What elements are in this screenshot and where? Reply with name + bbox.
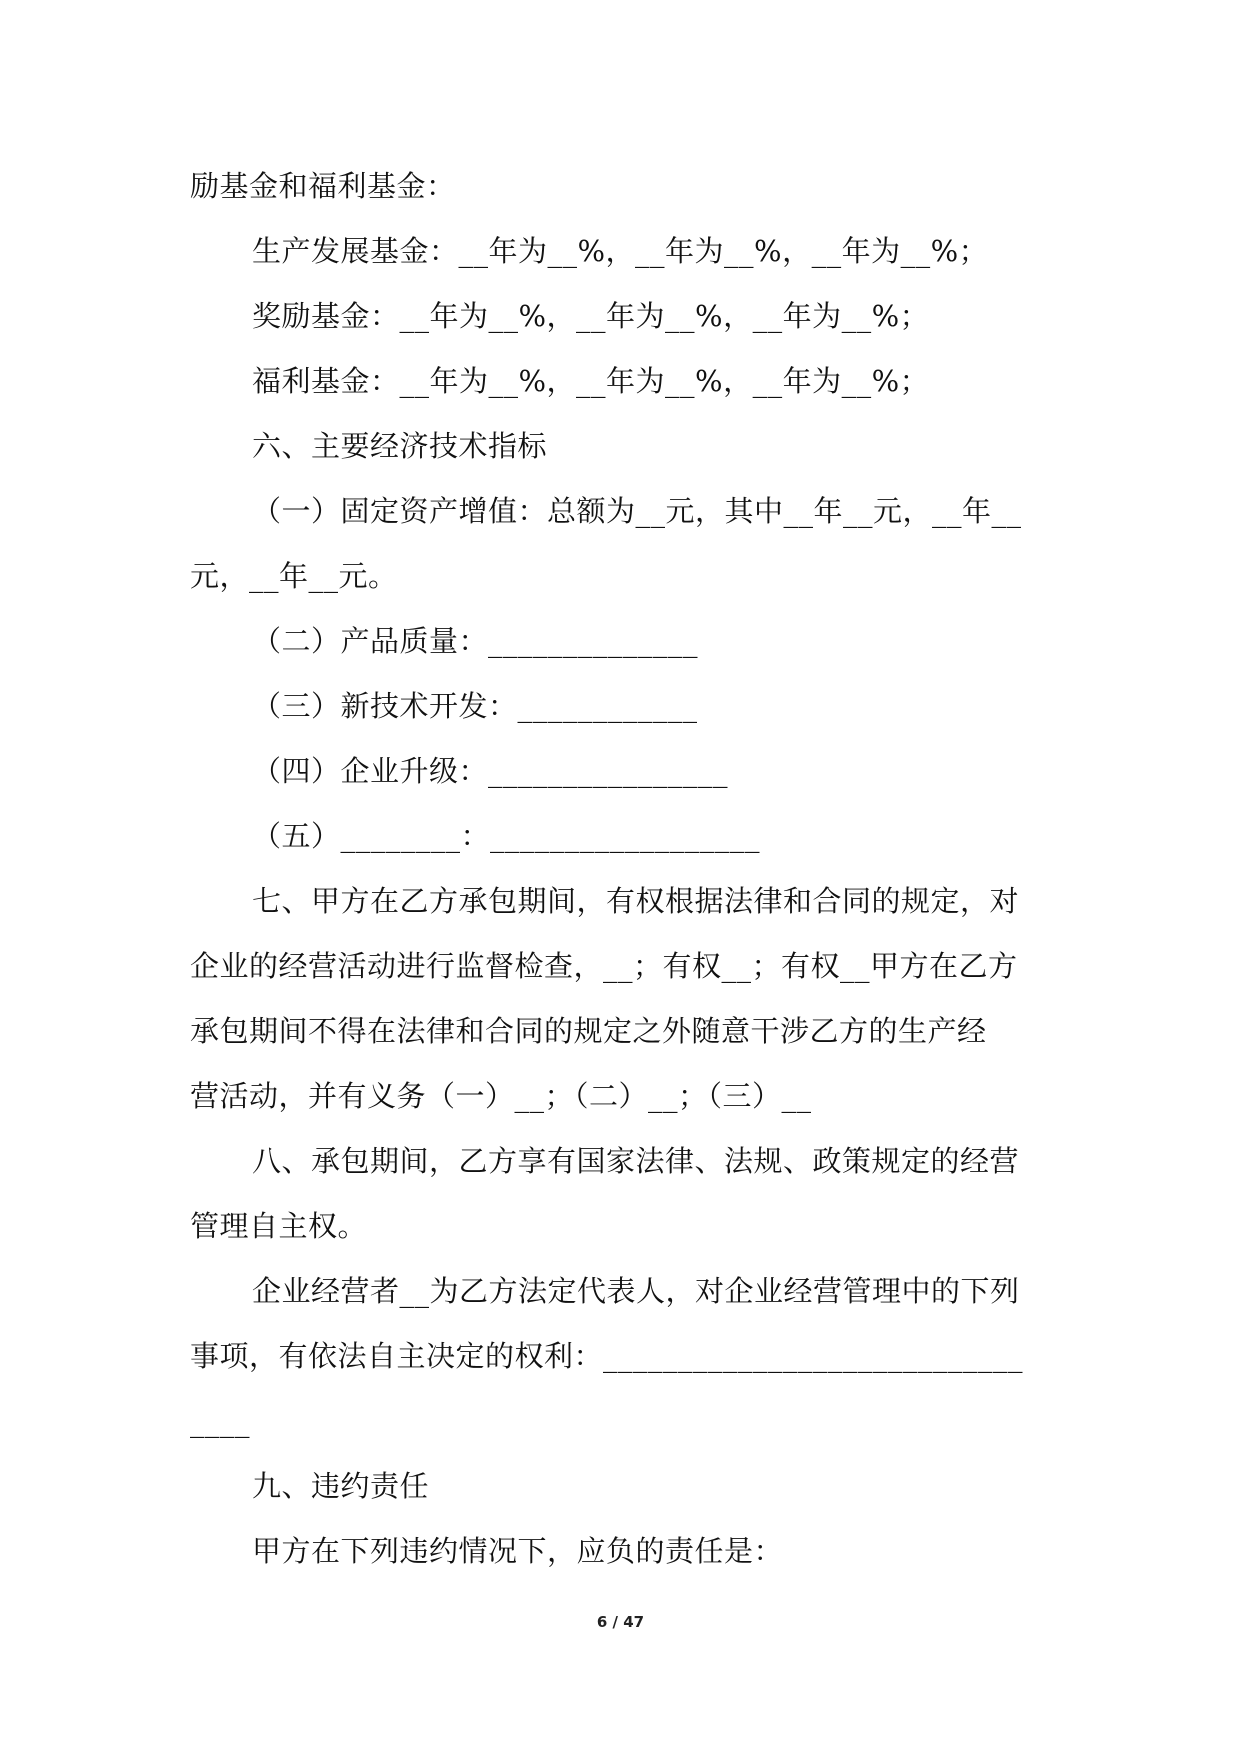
text-line: （一）固定资产增值：总额为__元，其中__年__元，__年__ — [252, 494, 1022, 528]
text-line: 企业的经营活动进行监督检查，__；有权__；有权__甲方在乙方 — [190, 949, 1018, 983]
text-line: 元，__年__元。 — [190, 559, 398, 593]
text-line: 八、承包期间，乙方享有国家法律、法规、政策规定的经营 — [252, 1144, 1020, 1178]
text-line: 励基金和福利基金： — [190, 169, 456, 203]
text-line: ____ — [190, 1404, 250, 1438]
document-body — [190, 154, 1060, 1584]
text-line: 企业经营者__为乙方法定代表人，对企业经营管理中的下列 — [252, 1274, 1020, 1308]
text-line: 承包期间不得在法律和合同的规定之外随意干涉乙方的生产经 — [190, 1014, 987, 1048]
text-line: 管理自主权。 — [190, 1209, 368, 1243]
text-line: 甲方在下列违约情况下，应负的责任是： — [252, 1534, 784, 1568]
text-line: 七、甲方在乙方承包期间，有权根据法律和合同的规定，对 — [252, 884, 1020, 918]
text-line: 奖励基金：__年为__%，__年为__%，__年为__%； — [252, 299, 930, 333]
text-line: 福利基金：__年为__%，__年为__%，__年为__%； — [252, 364, 930, 398]
text-line: （五）________：__________________ — [252, 819, 761, 853]
section-heading: 九、违约责任 — [252, 1469, 430, 1503]
text-line: 生产发展基金：__年为__%，__年为__%，__年为__%； — [252, 234, 989, 268]
text-line: （四）企业升级：________________ — [252, 754, 729, 788]
section-heading: 六、主要经济技术指标 — [252, 429, 548, 463]
text-line: （二）产品质量：______________ — [252, 624, 699, 658]
page-number: 6 / 47 — [596, 1613, 645, 1631]
text-line: 事项，有依法自主决定的权利：____________________________ — [190, 1339, 1024, 1373]
text-line: （三）新技术开发：____________ — [252, 689, 698, 723]
text-line: 营活动，并有义务（一）__；（二）__；（三）__ — [190, 1079, 812, 1113]
